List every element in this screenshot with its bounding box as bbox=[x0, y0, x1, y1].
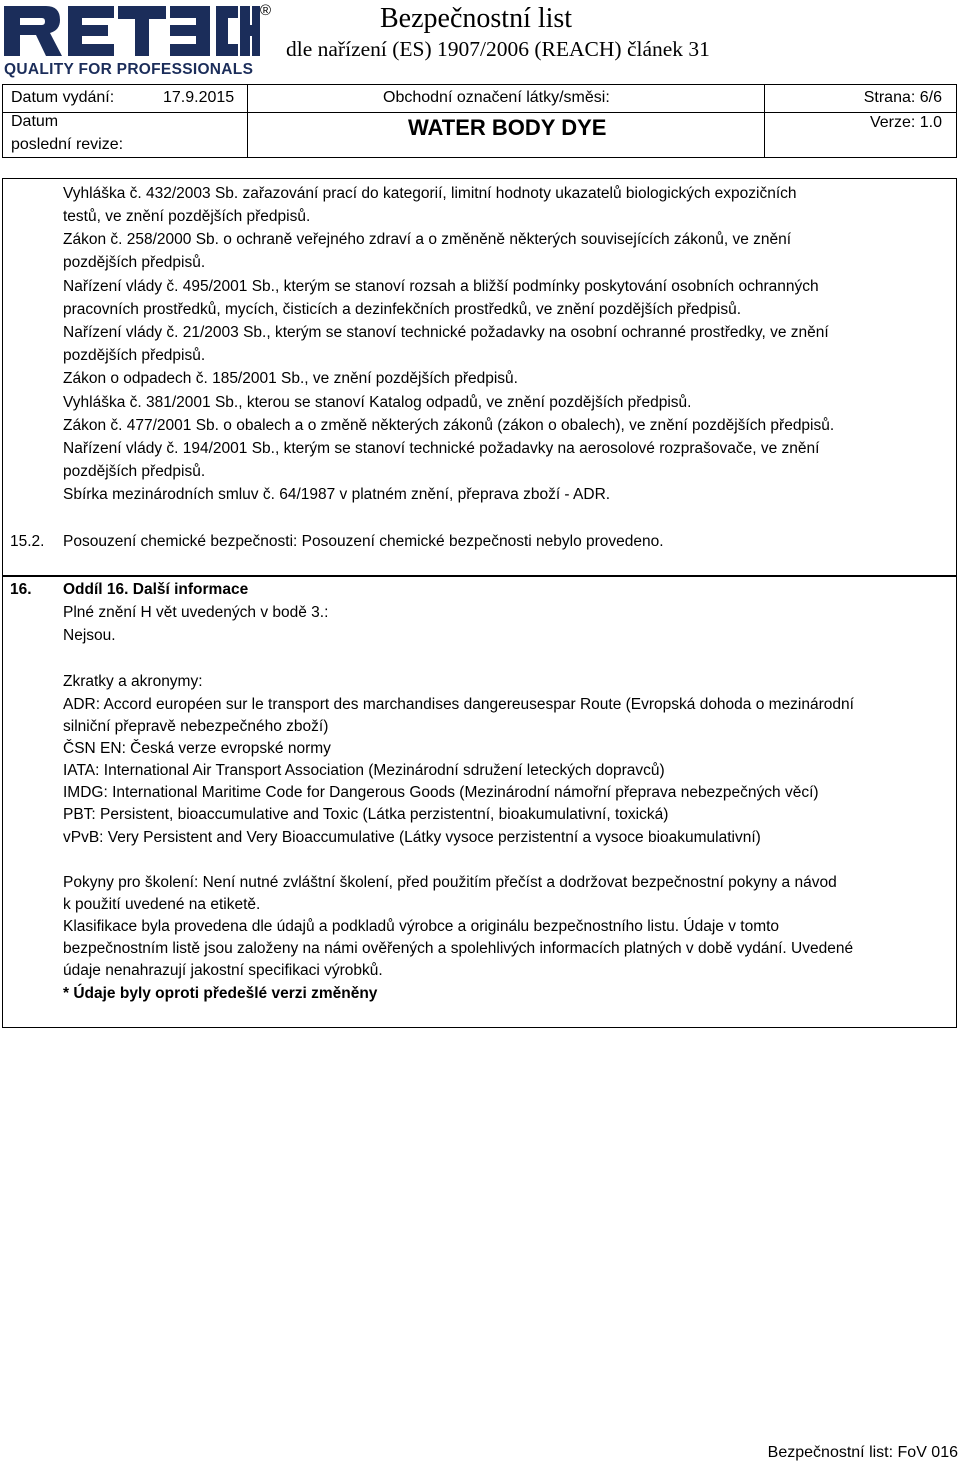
header-table bbox=[2, 84, 957, 158]
legislation-line: pozdějších předpisů. bbox=[63, 463, 206, 480]
abbreviation-line: ČSN EN: Česká verze evropské normy bbox=[63, 740, 331, 757]
legislation-line: Nařízení vlády č. 21/2003 Sb., kterým se stanoví technické požadavky na osobní ochranné prostředky, ve znění bbox=[63, 324, 829, 341]
legislation-line: testů, ve znění pozdějších předpisů. bbox=[63, 208, 311, 225]
retech-logo-graphic bbox=[2, 2, 262, 60]
abbreviation-line: IATA: International Air Transport Association (Mezinárodní sdružení leteckých dopravců) bbox=[63, 762, 665, 779]
h-statements-value: Nejsou. bbox=[63, 627, 116, 644]
company-logo bbox=[2, 2, 278, 78]
training-line: Klasifikace byla provedena dle údajů a podkladů výrobce a originálu bezpečnostního listu. Údaje v tomto bbox=[63, 918, 780, 935]
abbreviation-line: IMDG: International Maritime Code for Dangerous Goods (Mezinárodní námořní přeprava nebezpečných věcí) bbox=[63, 784, 819, 801]
legislation-line: Vyhláška č. 432/2003 Sb. zařazování prací do kategorií, limitní hodnoty ukazatelů biologických expozičních bbox=[63, 185, 797, 202]
training-line: Pokyny pro školení: Není nutné zvláštní školení, před použitím přečíst a dodržovat bezpečnostní pokyny a návod bbox=[63, 874, 837, 891]
issue-date-label: Datum vydání: bbox=[11, 89, 115, 106]
registered-mark: ® bbox=[260, 2, 272, 19]
legislation-line: Nařízení vlády č. 495/2001 Sb., kterým se stanoví rozsah a bližší podmínky poskytování osobních ochranných bbox=[63, 278, 819, 295]
legislation-line: pracovních prostředků, mycích, čisticích a dezinfekčních prostředků, ve znění pozdějších předpisů. bbox=[63, 301, 742, 318]
abbreviations-label: Zkratky a akronymy: bbox=[63, 673, 203, 690]
revision-date-label: Datum bbox=[11, 113, 59, 130]
legislation-line: Zákon č. 477/2001 Sb. o obalech a o změně některých zákonů (zákon o obalech), ve znění pozdějších předpisů. bbox=[63, 417, 835, 434]
section-15-2-number: 15.2. bbox=[10, 533, 45, 550]
legislation-line: Sbírka mezinárodních smluv č. 64/1987 v platném znění, přeprava zboží - ADR. bbox=[63, 486, 611, 503]
trade-name-label: Obchodní označení látky/směsi: bbox=[383, 89, 610, 106]
abbreviation-line: vPvB: Very Persistent and Very Bioaccumulative (Látky vysoce perzistentní a vysoce bioakumulativní) bbox=[63, 829, 761, 846]
legislation-line: Nařízení vlády č. 194/2001 Sb., kterým se stanoví technické požadavky na aerosolové rozprašovače, ve znění bbox=[63, 440, 820, 457]
section-16-title: Oddíl 16. Další informace bbox=[63, 581, 249, 598]
training-line: bezpečnostním listě jsou založeny na námi ověřených a spolehlivých informacích platných v době vydání. Uvedené bbox=[63, 940, 854, 957]
legislation-line: Zákon č. 258/2000 Sb. o ochraně veřejného zdraví a o změněně některých souvisejících zákonů, ve znění bbox=[63, 231, 792, 248]
section-16-number: 16. bbox=[10, 581, 32, 598]
product-name: WATER BODY DYE bbox=[408, 115, 607, 140]
document-title: Bezpečnostní list bbox=[380, 3, 573, 34]
legislation-line: pozdějších předpisů. bbox=[63, 347, 206, 364]
abbreviation-line: ADR: Accord européen sur le transport des marchandises dangereusespar Route (Evropská dohoda o mezinárodní bbox=[63, 696, 854, 713]
version-label: Verze: 1.0 bbox=[869, 114, 942, 131]
abbreviation-line: silniční přepravě nebezpečného zboží) bbox=[63, 718, 329, 735]
changes-note: * Údaje byly oproti předešlé verzi změněny bbox=[63, 985, 378, 1002]
h-statements-label: Plné znění H vět uvedených v bodě 3.: bbox=[63, 604, 329, 621]
legislation-line: Zákon o odpadech č. 185/2001 Sb., ve znění pozdějších předpisů. bbox=[63, 370, 518, 387]
revision-date-label-2: poslední revize: bbox=[11, 136, 124, 153]
section-15-2-text: Posouzení chemické bezpečnosti: Posouzení chemické bezpečnosti nebylo provedeno. bbox=[63, 533, 664, 550]
legislation-line: Vyhláška č. 381/2001 Sb., kterou se stanoví Katalog odpadů, ve znění pozdějších předpisů. bbox=[63, 394, 692, 411]
training-line: k použití uvedené na etiketě. bbox=[63, 896, 261, 913]
abbreviation-line: PBT: Persistent, bioaccumulative and Toxic (Látka perzistentní, bioakumulativní, toxická) bbox=[63, 806, 669, 823]
issue-date-value: 17.9.2015 bbox=[163, 89, 235, 106]
training-line: údaje nenahrazují jakostní specifikaci výrobků. bbox=[63, 962, 383, 979]
document-subtitle: dle nařízení (ES) 1907/2006 (REACH) článek 31 bbox=[286, 37, 710, 61]
footer-document-code: Bezpečnostní list: FoV 016 bbox=[767, 1444, 958, 1461]
legislation-line: pozdějších předpisů. bbox=[63, 254, 206, 271]
logo-tagline: QUALITY FOR PROFESSIONALS bbox=[4, 61, 254, 78]
page-number: Strana: 6/6 bbox=[863, 89, 942, 106]
